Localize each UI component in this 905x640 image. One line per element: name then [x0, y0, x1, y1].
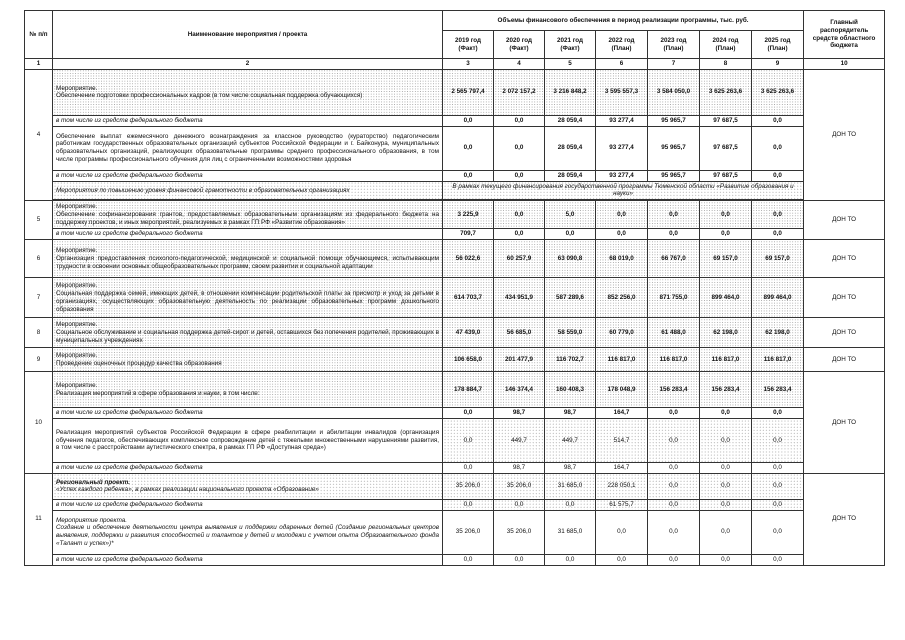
- agency-cell: ДОН ТО: [804, 201, 885, 240]
- row-number: 10: [25, 372, 53, 474]
- row-number: 6: [25, 240, 53, 278]
- value-cell: 178 048,9: [596, 372, 648, 408]
- value-cell: 0,0: [443, 115, 494, 126]
- value-cell: 3 625 263,6: [700, 69, 752, 115]
- value-cell: 449,7: [494, 419, 545, 463]
- value-cell: 116 817,0: [752, 348, 804, 372]
- value-cell: 0,0: [752, 463, 804, 474]
- agency-cell: ДОН ТО: [804, 372, 885, 474]
- value-cell: 0,0: [700, 554, 752, 565]
- value-cell: 5,0: [545, 201, 596, 229]
- value-cell: 47 439,0: [443, 318, 494, 348]
- table-row: [25, 473, 885, 499]
- value-cell: 0,0: [648, 473, 700, 499]
- value-cell: 0,0: [648, 463, 700, 474]
- value-cell: 3 595 557,3: [596, 69, 648, 115]
- value-cell: 0,0: [752, 201, 804, 229]
- col-index: 5: [545, 59, 596, 70]
- value-cell: 116 702,7: [545, 348, 596, 372]
- col-index: 2: [53, 59, 443, 70]
- value-cell: 0,0: [596, 510, 648, 554]
- federal-row: [25, 115, 885, 126]
- table-row: [25, 318, 885, 348]
- value-cell: 0,0: [648, 510, 700, 554]
- value-cell: 35 206,0: [443, 473, 494, 499]
- value-cell: 63 090,8: [545, 240, 596, 278]
- value-cell: 28 059,4: [545, 115, 596, 126]
- value-cell: 0,0: [648, 499, 700, 510]
- value-cell: 0,0: [648, 419, 700, 463]
- value-cell: 201 477,9: [494, 348, 545, 372]
- value-cell: 0,0: [648, 201, 700, 229]
- value-cell: 0,0: [494, 126, 545, 170]
- value-cell: 35 206,0: [494, 510, 545, 554]
- value-cell: 0,0: [443, 554, 494, 565]
- header-year-2022: 2022 год (План): [596, 31, 648, 59]
- federal-label: в том числе из средств федерального бюджета: [53, 170, 443, 181]
- table-row: [25, 181, 885, 200]
- value-cell: 61 575,7: [596, 499, 648, 510]
- value-cell: 98,7: [545, 463, 596, 474]
- value-cell: 0,0: [700, 419, 752, 463]
- value-cell: 449,7: [545, 419, 596, 463]
- value-cell: 0,0: [700, 229, 752, 240]
- value-cell: 871 755,0: [648, 278, 700, 318]
- value-cell: 93 277,4: [596, 115, 648, 126]
- agency-cell: ДОН ТО: [804, 240, 885, 278]
- value-cell: 3 625 263,6: [752, 69, 804, 115]
- value-cell: 0,0: [752, 473, 804, 499]
- value-cell: 0,0: [596, 229, 648, 240]
- row-description: Реализация мероприятий субъектов Российской Федерации в сфере реабилитации и абилитации инвалидов (организация обучения педагогов, обеспечивающих комплексное сопровождение детей с тяжелыми множественными нарушениями развития, в том числе с расстройствами аутистического спектра, в рамках ГП РФ «Доступная среда»): [53, 419, 443, 463]
- column-index-row: [25, 59, 885, 70]
- row-description: Обеспечение выплат ежемесячного денежного вознаграждения за классное руководство (кураторство) педагогическим работникам государственных образовательных организаций субъектов Российской Федерации и г. Байконура, муниципальных образовательных организаций, реализующих образовательные программы среднего профессионального образования, в том числе программы профессионального обучения для лиц с ограниченными возможностями здоровья: [53, 126, 443, 170]
- federal-label: в том числе из средств федерального бюджета: [53, 463, 443, 474]
- federal-row: [25, 554, 885, 565]
- header-year-2020: 2020 год (Факт): [494, 31, 545, 59]
- table-row: [25, 240, 885, 278]
- value-cell: 31 685,0: [545, 510, 596, 554]
- value-cell: 514,7: [596, 419, 648, 463]
- col-index: 10: [804, 59, 885, 70]
- value-cell: 0,0: [700, 499, 752, 510]
- value-cell: 160 408,3: [545, 372, 596, 408]
- value-cell: 228 050,1: [596, 473, 648, 499]
- value-cell: 66 767,0: [648, 240, 700, 278]
- value-cell: 116 817,0: [700, 348, 752, 372]
- federal-row: [25, 408, 885, 419]
- value-cell: 0,0: [752, 408, 804, 419]
- row-description: Мероприятие. Обеспечение подготовки профессиональных кадров (в том числе социальная поддержка обучающихся): [53, 69, 443, 115]
- federal-row: [25, 170, 885, 181]
- value-cell: 0,0: [648, 554, 700, 565]
- value-cell: 0,0: [752, 510, 804, 554]
- table-row: [25, 348, 885, 372]
- value-cell: 31 685,0: [545, 473, 596, 499]
- header-year-2025: 2025 год (План): [752, 31, 804, 59]
- value-cell: 852 256,0: [596, 278, 648, 318]
- value-cell: 95 965,7: [648, 170, 700, 181]
- value-cell: 0,0: [494, 170, 545, 181]
- value-cell: 0,0: [700, 408, 752, 419]
- col-index: 3: [443, 59, 494, 70]
- col-index: 8: [700, 59, 752, 70]
- value-cell: 56 022,6: [443, 240, 494, 278]
- table-row: [25, 69, 885, 115]
- value-cell: 0,0: [752, 554, 804, 565]
- value-cell: 0,0: [494, 115, 545, 126]
- federal-label: в том числе из средств федерального бюджета: [53, 554, 443, 565]
- row-number: 11: [25, 473, 53, 565]
- value-cell: 106 658,0: [443, 348, 494, 372]
- federal-label: в том числе из средств федерального бюджета: [53, 229, 443, 240]
- value-cell: 164,7: [596, 463, 648, 474]
- value-cell: 97 687,5: [700, 170, 752, 181]
- value-cell: 116 817,0: [596, 348, 648, 372]
- value-cell: 2 565 797,4: [443, 69, 494, 115]
- table-row: [25, 126, 885, 170]
- row-description: Мероприятие. Обеспечение софинансирования грантов, предоставляемых образовательным организациям из федерального бюджета на поддержку проектов, и иных мероприятий, реализуемых в рамках ГП РФ «Развитие образования»: [53, 201, 443, 229]
- value-cell: 434 951,9: [494, 278, 545, 318]
- row-number: 7: [25, 278, 53, 318]
- value-cell: 56 685,0: [494, 318, 545, 348]
- agency-cell: ДОН ТО: [804, 348, 885, 372]
- value-cell: 0,0: [443, 419, 494, 463]
- value-cell: 146 374,4: [494, 372, 545, 408]
- program-financing-table: [24, 10, 885, 566]
- value-cell: 95 965,7: [648, 115, 700, 126]
- row-description: Мероприятие. Проведение оценочных процедур качества образования: [53, 348, 443, 372]
- value-cell: 95 965,7: [648, 126, 700, 170]
- header-year-2019: 2019 год (Факт): [443, 31, 494, 59]
- federal-row: [25, 499, 885, 510]
- value-cell: 0,0: [752, 499, 804, 510]
- value-cell: 3 584 050,0: [648, 69, 700, 115]
- value-cell: 97 687,5: [700, 115, 752, 126]
- row-number: 8: [25, 318, 53, 348]
- value-cell: 98,7: [494, 463, 545, 474]
- row-description: Мероприятие. Социальная поддержка семей, имеющих детей, в отношении компенсации родительской платы за присмотр и уход за детьми в организациях, осуществляющих образовательную деятельность по реализации образовательных программ дошкольного образования: [53, 278, 443, 318]
- value-cell: 58 559,0: [545, 318, 596, 348]
- value-cell: 0,0: [443, 126, 494, 170]
- value-cell: 0,0: [443, 499, 494, 510]
- value-cell: 68 019,0: [596, 240, 648, 278]
- value-cell: 28 059,4: [545, 126, 596, 170]
- table-row: [25, 201, 885, 229]
- agency-cell: ДОН ТО: [804, 278, 885, 318]
- col-index: 7: [648, 59, 700, 70]
- federal-row: [25, 463, 885, 474]
- value-cell: 156 283,4: [752, 372, 804, 408]
- header-year-2024: 2024 год (План): [700, 31, 752, 59]
- value-cell: 899 464,0: [752, 278, 804, 318]
- federal-label: в том числе из средств федерального бюджета: [53, 115, 443, 126]
- value-cell: 0,0: [494, 201, 545, 229]
- value-cell: 2 072 157,2: [494, 69, 545, 115]
- row-description: Мероприятия по повышению уровня финансовой грамотности в образовательных организациях: [53, 181, 443, 200]
- value-cell: 0,0: [648, 229, 700, 240]
- value-cell: 3 225,9: [443, 201, 494, 229]
- value-cell: 0,0: [700, 510, 752, 554]
- value-cell: 899 464,0: [700, 278, 752, 318]
- value-cell: 0,0: [494, 229, 545, 240]
- header-year-2023: 2023 год (План): [648, 31, 700, 59]
- value-cell: 35 206,0: [494, 473, 545, 499]
- value-cell: 0,0: [443, 408, 494, 419]
- row-description: Мероприятие. Реализация мероприятий в сфере образования и науки, в том числе:: [53, 372, 443, 408]
- value-cell: 614 703,7: [443, 278, 494, 318]
- value-cell: 0,0: [545, 229, 596, 240]
- financing-note: В рамках текущего финансирования государственной программы Тюменской области «Развитие образования и науки»: [443, 181, 804, 200]
- value-cell: 116 817,0: [648, 348, 700, 372]
- value-cell: 62 198,0: [752, 318, 804, 348]
- value-cell: 0,0: [700, 463, 752, 474]
- row-number: 9: [25, 348, 53, 372]
- value-cell: 35 206,0: [443, 510, 494, 554]
- row-description: Мероприятие. Социальное обслуживание и социальная поддержка детей-сирот и детей, оставшихся без попечения родителей, проживающих в муниципальных учреждениях: [53, 318, 443, 348]
- header-num: № п/п: [25, 11, 53, 59]
- value-cell: 0,0: [596, 201, 648, 229]
- value-cell: 0,0: [443, 463, 494, 474]
- value-cell: 0,0: [752, 419, 804, 463]
- value-cell: 62 198,0: [700, 318, 752, 348]
- agency-cell: ДОН ТО: [804, 473, 885, 565]
- col-index: 6: [596, 59, 648, 70]
- value-cell: 0,0: [545, 554, 596, 565]
- program-table-wrapper: [24, 10, 884, 566]
- col-index: 4: [494, 59, 545, 70]
- value-cell: 93 277,4: [596, 126, 648, 170]
- value-cell: 98,7: [494, 408, 545, 419]
- table-row: [25, 278, 885, 318]
- row-number: 5: [25, 201, 53, 240]
- value-cell: 69 157,0: [700, 240, 752, 278]
- table-row: [25, 372, 885, 408]
- row-description: Мероприятие. Организация предоставления психолого-педагогической, медицинской и социальной помощи обучающимся, испытывающим трудности в освоении основных общеобразовательных программ, своем развитии и социальной адаптации: [53, 240, 443, 278]
- row-description: Региональный проект. «Успех каждого ребенка», в рамках реализации национального проекта «Образование»: [53, 473, 443, 499]
- value-cell: 60 779,0: [596, 318, 648, 348]
- value-cell: 28 059,4: [545, 170, 596, 181]
- agency-cell: ДОН ТО: [804, 69, 885, 200]
- value-cell: 0,0: [494, 554, 545, 565]
- federal-label: в том числе из средств федерального бюджета: [53, 408, 443, 419]
- value-cell: 0,0: [700, 201, 752, 229]
- value-cell: 0,0: [648, 408, 700, 419]
- value-cell: 0,0: [752, 115, 804, 126]
- federal-row: [25, 229, 885, 240]
- value-cell: 0,0: [752, 229, 804, 240]
- table-row: [25, 419, 885, 463]
- row-description: Мероприятие проекта. Создание и обеспечение деятельности центра выявления и поддержки одаренных детей (Создание региональных центров выявления, поддержки и развития способностей и талантов у детей и молодежи с учетом опыта Образовательного фонда «Талант и успех»)*: [53, 510, 443, 554]
- value-cell: 709,7: [443, 229, 494, 240]
- col-index: 9: [752, 59, 804, 70]
- value-cell: 0,0: [700, 473, 752, 499]
- value-cell: 587 289,6: [545, 278, 596, 318]
- value-cell: 97 687,5: [700, 126, 752, 170]
- col-index: 1: [25, 59, 53, 70]
- value-cell: 3 216 848,2: [545, 69, 596, 115]
- value-cell: 0,0: [443, 170, 494, 181]
- value-cell: 0,0: [494, 499, 545, 510]
- value-cell: 93 277,4: [596, 170, 648, 181]
- row-number: 4: [25, 69, 53, 200]
- value-cell: 98,7: [545, 408, 596, 419]
- value-cell: 164,7: [596, 408, 648, 419]
- value-cell: 178 884,7: [443, 372, 494, 408]
- value-cell: 156 283,4: [700, 372, 752, 408]
- value-cell: 61 488,0: [648, 318, 700, 348]
- value-cell: 156 283,4: [648, 372, 700, 408]
- header-financing: Объемы финансового обеспечения в период реализации программы, тыс. руб.: [443, 11, 804, 31]
- value-cell: 0,0: [752, 170, 804, 181]
- value-cell: 69 157,0: [752, 240, 804, 278]
- table-row: [25, 510, 885, 554]
- header-main-agency: Главный распорядитель средств областного бюджета: [804, 11, 885, 59]
- value-cell: 60 257,9: [494, 240, 545, 278]
- header-name: Наименование мероприятия / проекта: [53, 11, 443, 59]
- federal-label: в том числе из средств федерального бюджета: [53, 499, 443, 510]
- value-cell: 0,0: [545, 499, 596, 510]
- value-cell: 0,0: [596, 554, 648, 565]
- header-year-2021: 2021 год (Факт): [545, 31, 596, 59]
- value-cell: 0,0: [752, 126, 804, 170]
- agency-cell: ДОН ТО: [804, 318, 885, 348]
